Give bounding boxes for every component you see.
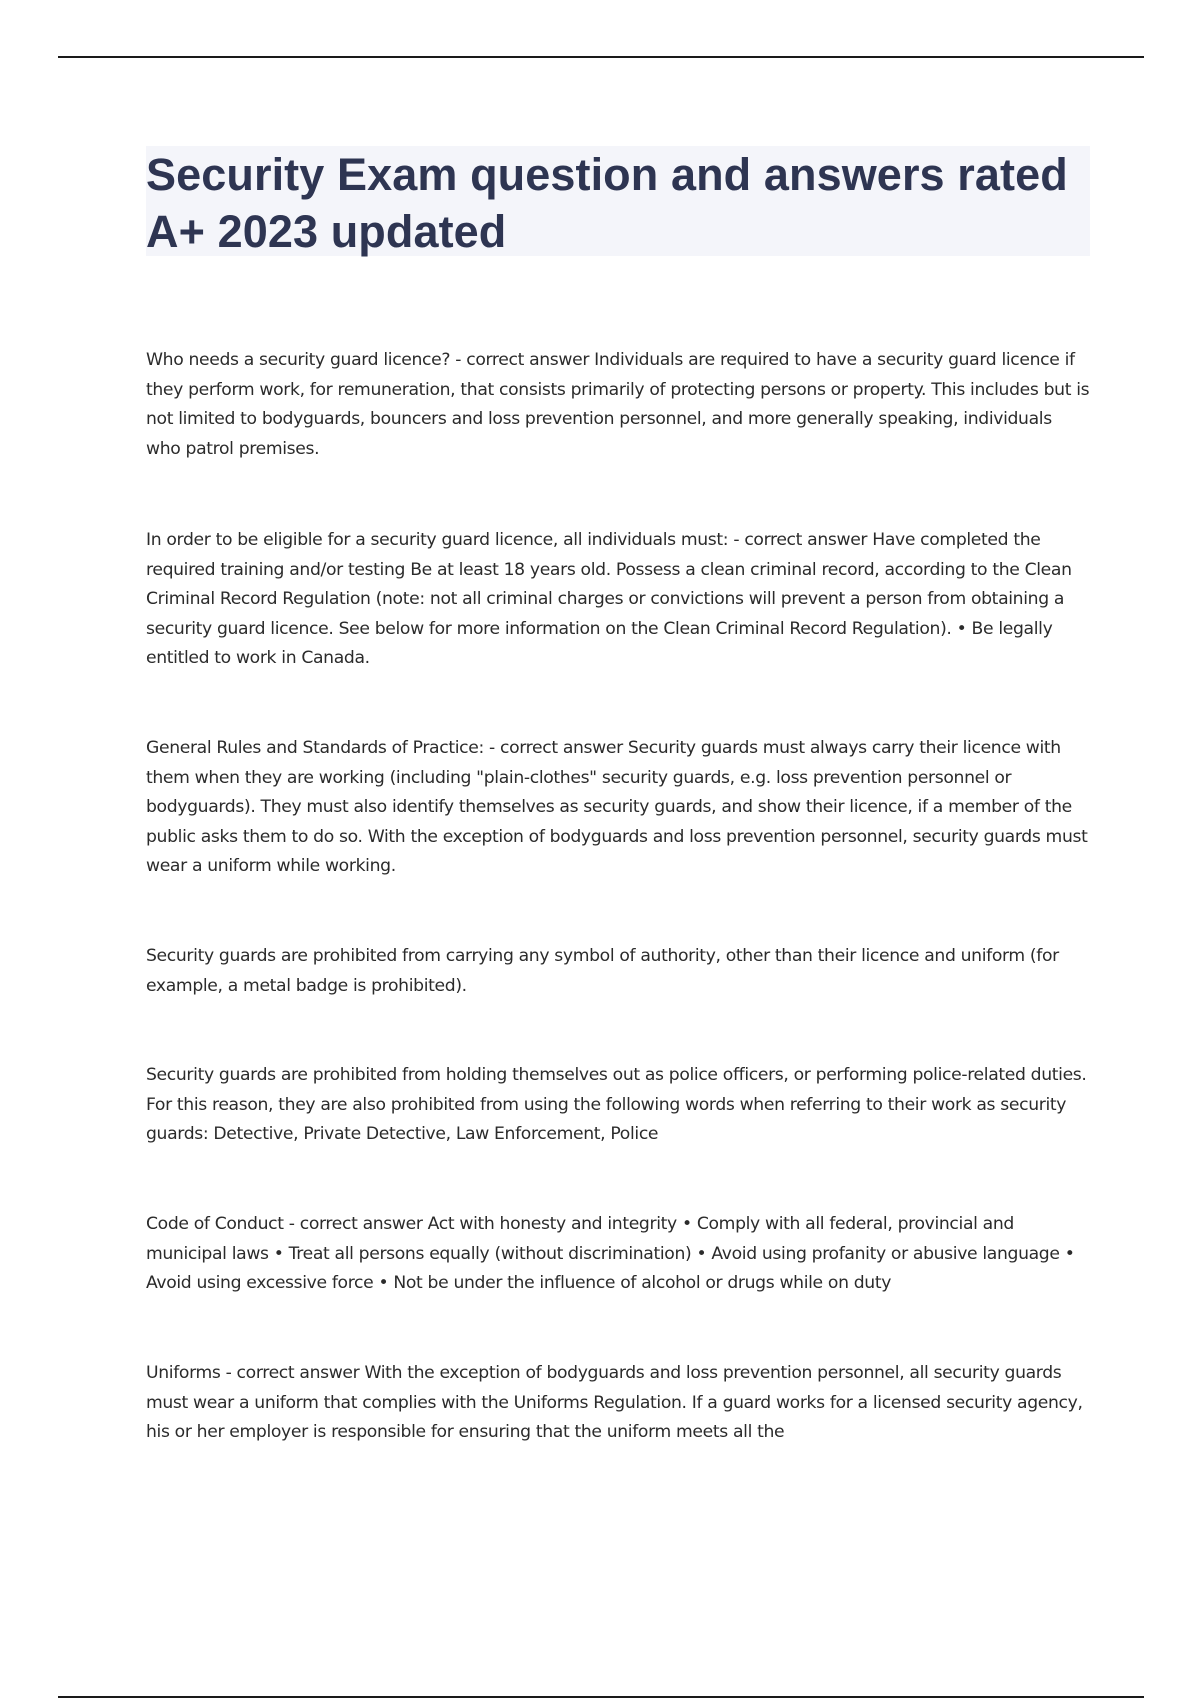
qa-paragraph-symbol-of-authority: Security guards are prohibited from carrying any symbol of authority, other than their licence and uniform (for example, a metal badge is prohibited). <box>146 946 1059 996</box>
qa-paragraph-eligibility: In order to be eligible for a security guard licence, all individuals must: - correct answer Have completed the required training and/or testing Be at least 18 years old. Possess a clean criminal record, according to the Clean Criminal Record Regulation (note: not all criminal charges or convictions will prevent a person from obtaining a security guard licence. See below for more information on the Clean Criminal Record Regulation). • Be legally entitled to work in Canada. <box>146 530 1072 668</box>
qa-paragraph-general-rules: General Rules and Standards of Practice: - correct answer Security guards must always carry their licence with them when they are working (including "plain-clothes" security guards, e.g. loss prevention personnel or bodyguards). They must also identify themselves as security guards, and show their licence, if a member of the public asks them to do so. With the exception of bodyguards and loss prevention personnel, security guards must wear a uniform while working. <box>146 738 1088 876</box>
qa-paragraph-police-prohibition: Security guards are prohibited from holding themselves out as police officers, or performing police-related duties. For this reason, they are also prohibited from using the following words when referring to their work as security guards: Detective, Private Detective, Law Enforcement, Police <box>146 1065 1087 1144</box>
title-banner <box>146 146 1090 256</box>
bottom-divider <box>58 1696 1144 1698</box>
top-divider <box>58 56 1144 58</box>
document-title: Security Exam question and answers rated A+ 2023 updated <box>146 149 1068 257</box>
qa-paragraph-uniforms: Uniforms - correct answer With the exception of bodyguards and loss prevention personnel, all security guards must wear a uniform that complies with the Uniforms Regulation. If a guard works for a licensed security agency, his or her employer is responsible for ensuring that the uniform meets all the <box>146 1363 1083 1442</box>
qa-paragraph-code-of-conduct: Code of Conduct - correct answer Act with honesty and integrity • Comply with all federal, provincial and municipal laws • Treat all persons equally (without discrimination) • Avoid using profanity or abusive language • Avoid using excessive force • Not be under the influence of alcohol or drugs while on duty <box>146 1214 1075 1293</box>
qa-paragraph-licence-requirement: Who needs a security guard licence? - correct answer Individuals are required to have a security guard licence if they perform work, for remuneration, that consists primarily of protecting persons or property. This includes but is not limited to bodyguards, bouncers and loss prevention personnel, and more generally speaking, individuals who patrol premises. <box>146 350 1090 459</box>
